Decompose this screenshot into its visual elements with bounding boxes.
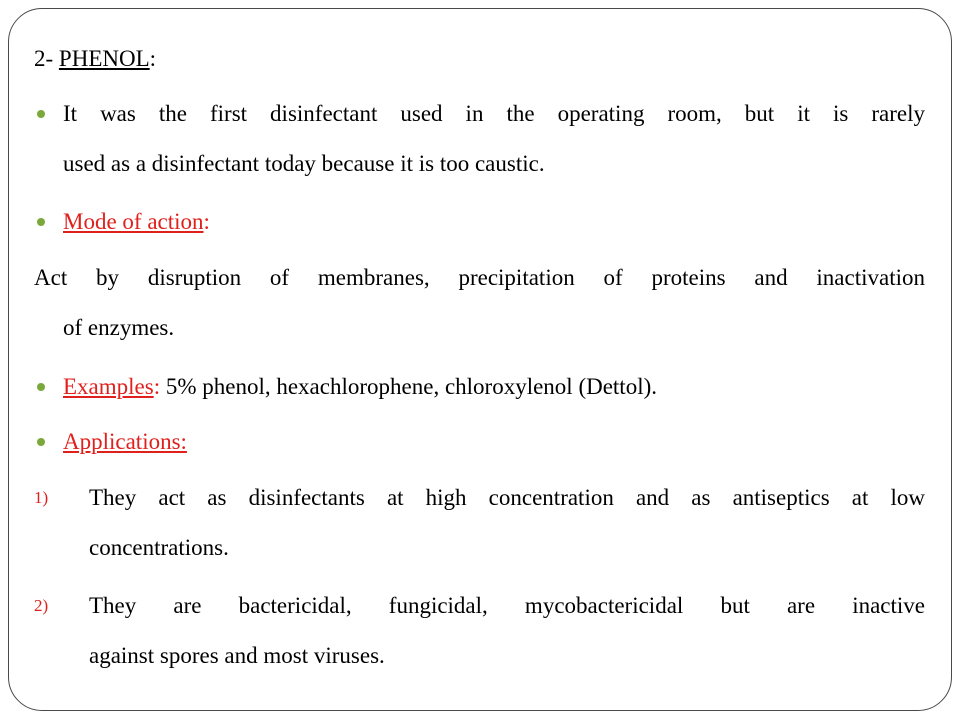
examples-line	[63, 373, 925, 401]
heading-colon: :	[149, 46, 157, 71]
examples-text: 5% phenol, hexachlorophene, chloroxylenol (Dettol).	[160, 374, 657, 399]
app-item-1-line1: They act as disinfectants at high concentration and as antiseptics at low	[89, 485, 925, 510]
bullet1-line2: used as a disinfectant today because it is too caustic.	[63, 151, 545, 176]
applications-heading	[63, 428, 925, 456]
bullet-icon	[37, 438, 45, 446]
app-item-2-line2: against spores and most viruses.	[89, 643, 385, 668]
bullet-icon	[37, 110, 45, 118]
mode-label: Mode of action	[63, 209, 204, 234]
mode-text-line1: Act by disruption of membranes, precipitation of proteins and inactivation	[34, 265, 925, 290]
app-item-1-line2: concentrations.	[89, 535, 229, 560]
app-item-2-line1: They are bactericidal, fungicidal, mycobactericidal but are inactive	[89, 593, 925, 618]
examples-colon: :	[153, 374, 161, 399]
mode-colon: :	[203, 209, 210, 234]
heading-title: PHENOL	[58, 46, 150, 71]
examples-label: Examples	[63, 374, 154, 399]
list-item-number: 1)	[34, 488, 49, 507]
slide-heading	[34, 45, 925, 73]
applications-label: Applications:	[63, 429, 187, 454]
heading-prefix: 2-	[34, 46, 54, 71]
mode-text-line2: of enzymes.	[63, 315, 175, 340]
list-item-number: 2)	[34, 596, 49, 615]
bullet-icon	[37, 218, 45, 226]
bullet-icon	[37, 383, 45, 391]
mode-heading	[63, 208, 925, 236]
bullet1-line1: It was the first disinfectant used in the operating room, but it is rarely	[63, 101, 925, 126]
